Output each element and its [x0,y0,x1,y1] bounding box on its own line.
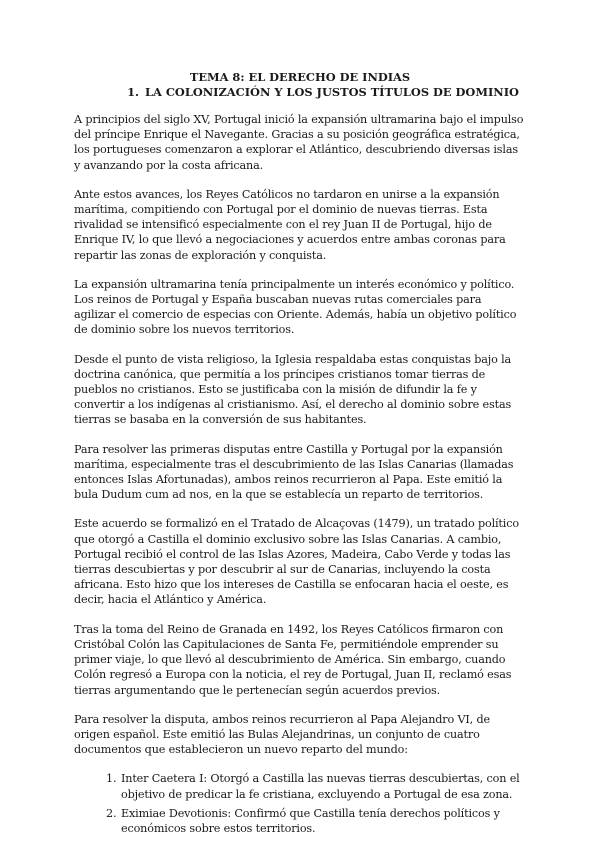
list-item-number: 2. [106,806,117,820]
paragraph-4: Desde el punto de vista religioso, la Iglesia respaldaba estas conquistas bajo la doctrina canónica, que permitía a los príncipes cristianos tomar tierras de pueblos no cristianos. Esto se justificaba con la misión de difundir la fe y convertir a los indígenas al cristianismo. Así, el derecho al dominio sobre estas tierras se basaba en la conversión de sus habitantes. [74,352,512,427]
document-title: TEMA 8: EL DERECHO DE INDIAS [189,70,411,84]
list-item [106,771,526,801]
section-heading-text: LA COLONIZACIÓN Y LOS JUSTOS TÍTULOS DE DOMINIO [145,85,519,99]
section-heading [74,85,526,100]
paragraph-5: Para resolver las primeras disputas entre Castilla y Portugal por la expansión marítima, especialmente tras el descubrimiento de las Islas Canarias (llamadas entonces Islas Afortunadas), ambos reinos recurrieron al Papa. Este emitió la bula Dudum cum ad nos, en la que se establecía un reparto de territorios. [74,442,514,502]
list-item [106,806,526,836]
bulls-list [74,771,526,836]
list-item-text: Eximiae Devotionis: Confirmó que Castilla tenía derechos políticos y económicos sobre estos territorios. [121,806,500,835]
list-item-text: Inter Caetera I: Otorgó a Castilla las nuevas tierras descubiertas, con el objetivo de predicar la fe cristiana, excluyendo a Portugal de esa zona. [121,772,520,801]
paragraph-8: Para resolver la disputa, ambos reinos recurrieron al Papa Alejandro VI, de origen español. Este emitió las Bulas Alejandrinas, un conjunto de cuatro documentos que establecieron un nuevo reparto del mundo: [74,712,490,757]
paragraph-7: Tras la toma del Reino de Granada en 1492, los Reyes Católicos firmaron con Cristóbal Colón las Capitulaciones de Santa Fe, permitiéndole emprender su primer viaje, lo que llevó al descubrimiento de América. Sin embargo, cuando Colón regresó a Europa con la noticia, el rey de Portugal, Juan II, reclamó esas tierras argumentando que le pertenecían según acuerdos previos. [74,622,512,697]
section-number: 1. [127,85,139,99]
paragraph-2: Ante estos avances, los Reyes Católicos no tardaron en unirse a la expansión marítima, compitiendo con Portugal por el dominio de nuevas tierras. Esta rivalidad se intensificó especialmente con el rey Juan II de Portugal, hijo de Enrique IV, lo que llevó a negociaciones y acuerdos entre ambas coronas para repartir las zonas de exploración y conquista. [74,187,506,262]
list-item-number: 1. [106,772,117,786]
paragraph-1: A principios del siglo XV, Portugal inició la expansión ultramarina bajo el impulso del príncipe Enrique el Navegante. Gracias a su posición geográfica estratégica, los portugueses comenzaron a explorar el Atlántico, descubriendo diversas islas y avanzando por la costa africana. [74,113,524,172]
paragraph-6: Este acuerdo se formalizó en el Tratado de Alcaçovas (1479), un tratado político que otorgó a Castilla el dominio exclusivo sobre las Islas Canarias. A cambio, Portugal recibió el control de las Islas Azores, Madeira, Cabo Verde y todas las tierras descubiertas y por descubrir al sur de Canarias, incluyendo la costa africana. Esto hizo que los intereses de Castilla se enfocaran hacia el oeste, es decir, hacia el Atlántico y América. [74,517,519,607]
paragraph-3: La expansión ultramarina tenía principalmente un interés económico y político. Los reinos de Portugal y España buscaban nuevas rutas comerciales para agilizar el comercio de especias con Oriente. Además, había un objetivo político de dominio sobre los nuevos territorios. [74,277,517,337]
